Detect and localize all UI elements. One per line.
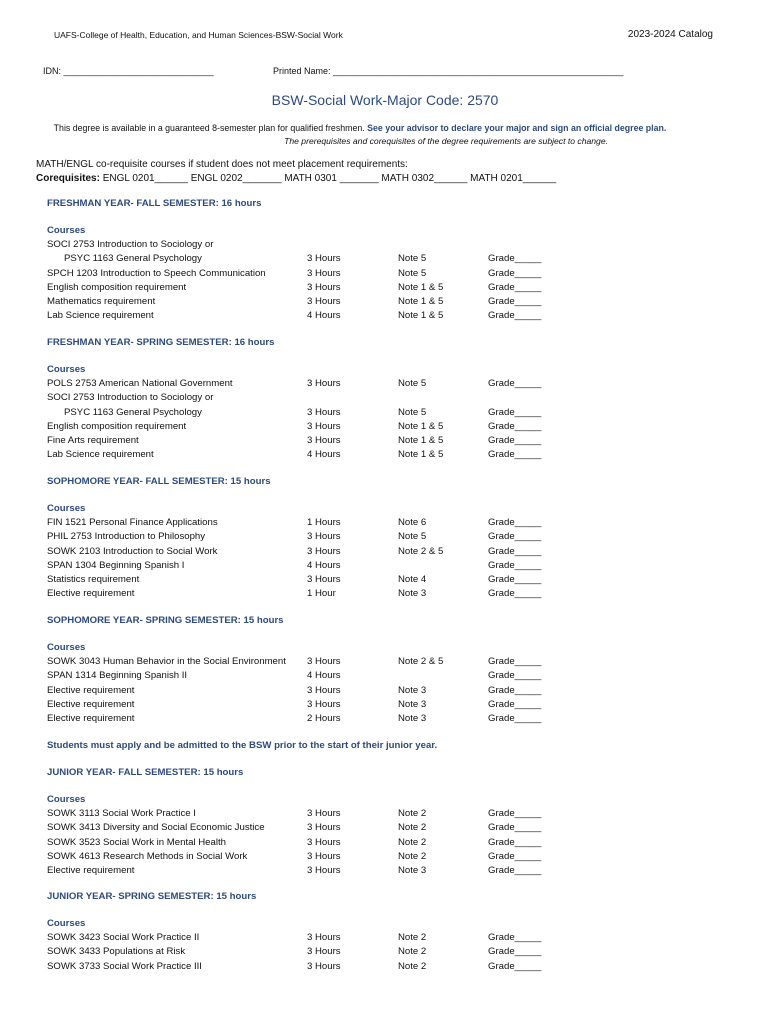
course-hours: 3 Hours — [307, 545, 341, 557]
course-hours: 3 Hours — [307, 822, 341, 834]
semester-junior-fall — [47, 767, 747, 878]
course-name: SOWK 3113 Social Work Practice I — [47, 808, 196, 819]
course-hours: 4 Hours — [307, 310, 341, 322]
course-row — [47, 516, 747, 530]
course-note: Note 1 & 5 — [398, 310, 444, 322]
course-note: Note 1 & 5 — [398, 296, 444, 308]
course-row — [47, 573, 747, 587]
grade-field[interactable]: Grade_____ — [488, 656, 542, 667]
course-name: SOWK 3043 Human Behavior in the Social Environment — [47, 656, 286, 667]
course-name: SPAN 1304 Beginning Spanish I — [47, 559, 185, 571]
course-hours: 3 Hours — [307, 836, 341, 848]
course-row — [47, 377, 747, 391]
course-name: English composition requirement — [47, 281, 187, 293]
course-row — [47, 295, 747, 309]
course-name: Statistics requirement — [47, 574, 140, 586]
course-note: Note 2 & 5 — [398, 656, 444, 667]
course-name: SOWK 3413 Diversity and Social Economic Justice — [47, 822, 265, 834]
course-note: Note 5 — [398, 406, 427, 418]
course-note: Note 3 — [398, 684, 427, 696]
course-name: Lab Science requirement — [47, 449, 154, 461]
course-name: SOWK 3433 Populations at Risk — [47, 946, 186, 958]
course-name: Elective requirement — [47, 684, 135, 696]
course-name: SOWK 2103 Introduction to Social Work — [47, 545, 218, 557]
courses-label: Courses — [47, 503, 86, 514]
course-row — [47, 281, 747, 295]
course-name: Elective requirement — [47, 713, 135, 725]
course-name: SOCI 2753 Introduction to Sociology or — [47, 239, 214, 250]
course-row — [47, 252, 747, 266]
course-name: Elective requirement — [47, 588, 135, 600]
course-hours: 3 Hours — [307, 406, 341, 418]
course-hours: 3 Hours — [307, 946, 341, 958]
corequisites-label: Corequisites: — [36, 173, 100, 184]
course-hours: 3 Hours — [307, 531, 341, 543]
course-name: PHIL 2753 Introduction to Philosophy — [47, 531, 206, 543]
course-name: SOWK 4613 Research Methods in Social Work — [47, 850, 248, 862]
courses-label: Courses — [47, 225, 86, 236]
intro-text — [0, 123, 720, 133]
course-hours: 3 Hours — [307, 435, 341, 447]
grade-field[interactable]: Grade_____ — [488, 545, 542, 557]
course-hours: 2 Hours — [307, 713, 341, 725]
grade-field[interactable]: Grade_____ — [488, 588, 542, 600]
course-row — [47, 559, 747, 573]
grade-field[interactable]: Grade_____ — [488, 932, 542, 943]
course-row — [47, 669, 747, 683]
corequisites-line — [36, 172, 556, 186]
course-note: Note 4 — [398, 574, 427, 586]
course-hours: 3 Hours — [307, 378, 341, 389]
course-hours: 3 Hours — [307, 253, 341, 265]
semester-title: JUNIOR YEAR- SPRING SEMESTER: 15 hours — [47, 891, 257, 902]
course-note: Note 5 — [398, 378, 427, 389]
course-row — [47, 391, 747, 405]
course-note: Note 1 & 5 — [398, 449, 444, 461]
course-name: Lab Science requirement — [47, 310, 154, 322]
course-name: SOCI 2753 Introduction to Sociology or — [47, 392, 214, 404]
course-name: SOWK 3733 Social Work Practice III — [47, 960, 202, 972]
course-hours: 3 Hours — [307, 420, 341, 432]
courses-label: Courses — [47, 918, 86, 929]
course-note: Note 2 — [398, 822, 427, 834]
grade-field[interactable]: Grade_____ — [488, 698, 542, 710]
semester-title: SOPHOMORE YEAR- SPRING SEMESTER: 15 hours — [47, 615, 284, 626]
grade-field[interactable]: Grade_____ — [488, 531, 542, 543]
course-note: Note 1 & 5 — [398, 435, 444, 447]
prereq-line: MATH/ENGL co-requisite courses if student does not meet placement requirements: — [36, 159, 408, 170]
grade-field[interactable]: Grade_____ — [488, 960, 542, 972]
grade-field[interactable]: Grade_____ — [488, 946, 542, 958]
course-row — [47, 530, 747, 544]
semester-sophomore-fall — [47, 476, 747, 602]
idn-field[interactable]: IDN: ______________________________ — [43, 66, 214, 76]
grade-field[interactable]: Grade_____ — [488, 713, 542, 725]
semester-junior-spring — [47, 891, 747, 974]
course-note: Note 1 & 5 — [398, 420, 444, 432]
course-row — [47, 434, 747, 448]
course-row — [47, 587, 747, 601]
course-hours: 1 Hours — [307, 517, 341, 528]
grade-field[interactable]: Grade_____ — [488, 559, 542, 571]
course-hours: 3 Hours — [307, 850, 341, 862]
course-name: Mathematics requirement — [47, 296, 156, 308]
course-row — [47, 807, 747, 821]
course-note: Note 2 — [398, 946, 427, 958]
grade-field[interactable]: Grade_____ — [488, 670, 542, 682]
grade-field[interactable]: Grade_____ — [488, 517, 542, 528]
course-hours: 1 Hour — [307, 588, 336, 600]
course-row — [47, 836, 747, 850]
semester-title: FRESHMAN YEAR- SPRING SEMESTER: 16 hours — [47, 337, 275, 348]
page-title: BSW-Social Work-Major Code: 2570 — [271, 92, 499, 108]
course-hours: 3 Hours — [307, 267, 341, 279]
course-row — [47, 655, 747, 669]
grade-field[interactable]: Grade_____ — [488, 836, 542, 848]
header-college: UAFS-College of Health, Education, and Human Sciences-BSW-Social Work — [54, 30, 343, 40]
course-row — [47, 931, 747, 945]
course-hours: 3 Hours — [307, 281, 341, 293]
course-row — [47, 406, 747, 420]
semester-sophomore-spring — [47, 615, 747, 726]
grade-field[interactable]: Grade_____ — [488, 296, 542, 308]
course-row — [47, 420, 747, 434]
courses-label: Courses — [47, 794, 86, 805]
course-hours: 4 Hours — [307, 449, 341, 461]
course-note: Note 2 — [398, 808, 427, 819]
grade-field[interactable]: Grade_____ — [488, 435, 542, 447]
course-note: Note 2 & 5 — [398, 545, 444, 557]
grade-field[interactable]: Grade_____ — [488, 449, 542, 461]
course-row — [47, 821, 747, 835]
course-hours: 3 Hours — [307, 698, 341, 710]
courses-label: Courses — [47, 642, 86, 653]
course-hours: 3 Hours — [307, 656, 341, 667]
course-row — [47, 698, 747, 712]
junior-admission-notice: Students must apply and be admitted to the BSW prior to the start of their junior year. — [47, 740, 438, 751]
course-hours: 3 Hours — [307, 296, 341, 308]
grade-field[interactable]: Grade_____ — [488, 253, 542, 265]
grade-field[interactable]: Grade_____ — [488, 406, 542, 418]
header-catalog-year: 2023-2024 Catalog — [627, 29, 713, 40]
semester-title: FRESHMAN YEAR- FALL SEMESTER: 16 hours — [47, 198, 262, 209]
intro-emphasis: See your advisor to declare your major and sign an official degree plan. — [367, 123, 667, 133]
course-row — [47, 684, 747, 698]
course-hours: 4 Hours — [307, 670, 341, 682]
grade-field[interactable]: Grade_____ — [488, 378, 542, 389]
course-note: Note 3 — [398, 588, 427, 600]
course-note: Note 5 — [398, 253, 427, 265]
grade-field[interactable]: Grade_____ — [488, 574, 542, 586]
course-row — [47, 960, 747, 974]
grade-field[interactable]: Grade_____ — [488, 310, 542, 322]
course-hours: 3 Hours — [307, 808, 341, 819]
course-note: Note 3 — [398, 865, 427, 877]
course-hours: 4 Hours — [307, 559, 341, 571]
course-note: Note 3 — [398, 698, 427, 710]
course-hours: 3 Hours — [307, 574, 341, 586]
course-note: Note 5 — [398, 267, 427, 279]
course-name: SPAN 1314 Beginning Spanish II — [47, 670, 188, 682]
course-row — [47, 945, 747, 959]
intro-subnote: The prerequisites and corequisites of the degree requirements are subject to change. — [284, 136, 608, 146]
grade-field[interactable]: Grade_____ — [488, 267, 542, 279]
course-note: Note 5 — [398, 531, 427, 543]
grade-field[interactable]: Grade_____ — [488, 684, 542, 696]
course-row — [47, 712, 747, 726]
semester-freshman-spring — [47, 337, 747, 463]
course-name: PSYC 1163 General Psychology — [64, 406, 202, 418]
course-hours: 3 Hours — [307, 932, 341, 943]
grade-field[interactable]: Grade_____ — [488, 420, 542, 432]
course-hours: 3 Hours — [307, 960, 341, 972]
course-name: SOWK 3523 Social Work in Mental Health — [47, 836, 226, 848]
course-note: Note 2 — [398, 836, 427, 848]
course-row — [47, 238, 747, 252]
course-row — [47, 864, 747, 878]
course-name: English composition requirement — [47, 420, 187, 432]
course-name: SPCH 1203 Introduction to Speech Communication — [47, 267, 266, 279]
course-row — [47, 309, 747, 323]
course-note: Note 2 — [398, 932, 427, 943]
semester-title: JUNIOR YEAR- FALL SEMESTER: 15 hours — [47, 767, 244, 778]
grade-field[interactable]: Grade_____ — [488, 850, 542, 862]
semester-freshman-fall — [47, 198, 747, 324]
course-note: Note 2 — [398, 850, 427, 862]
semester-title: SOPHOMORE YEAR- FALL SEMESTER: 15 hours — [47, 476, 271, 487]
course-note: Note 3 — [398, 713, 427, 725]
course-hours: 3 Hours — [307, 684, 341, 696]
course-row — [47, 545, 747, 559]
grade-field[interactable]: Grade_____ — [488, 808, 542, 819]
courses-label: Courses — [47, 364, 86, 375]
printed-name-field[interactable]: Printed Name: __________________________________________________________ — [273, 66, 624, 76]
prerequisites-block — [36, 158, 556, 186]
course-name: Elective requirement — [47, 698, 135, 710]
corequisites-items: ENGL 0201______ ENGL 0202_______ MATH 0301 _______ MATH 0302______ MATH 0201______ — [102, 173, 557, 184]
course-name: POLS 2753 American National Government — [47, 378, 233, 389]
grade-field[interactable]: Grade_____ — [488, 281, 542, 293]
course-name: PSYC 1163 General Psychology — [64, 253, 202, 265]
grade-field[interactable]: Grade_____ — [488, 865, 542, 877]
course-name: SOWK 3423 Social Work Practice II — [47, 932, 200, 943]
course-row — [47, 267, 747, 281]
course-note: Note 2 — [398, 960, 427, 972]
course-note: Note 6 — [398, 517, 427, 528]
course-row — [47, 850, 747, 864]
course-name: FIN 1521 Personal Finance Applications — [47, 517, 218, 528]
course-name: Elective requirement — [47, 865, 135, 877]
course-note: Note 1 & 5 — [398, 281, 444, 293]
course-hours: 3 Hours — [307, 865, 341, 877]
grade-field[interactable]: Grade_____ — [488, 822, 542, 834]
intro-plain: This degree is available in a guaranteed 8-semester plan for qualified freshmen. — [53, 123, 365, 133]
course-row — [47, 448, 747, 462]
course-name: Fine Arts requirement — [47, 435, 139, 447]
